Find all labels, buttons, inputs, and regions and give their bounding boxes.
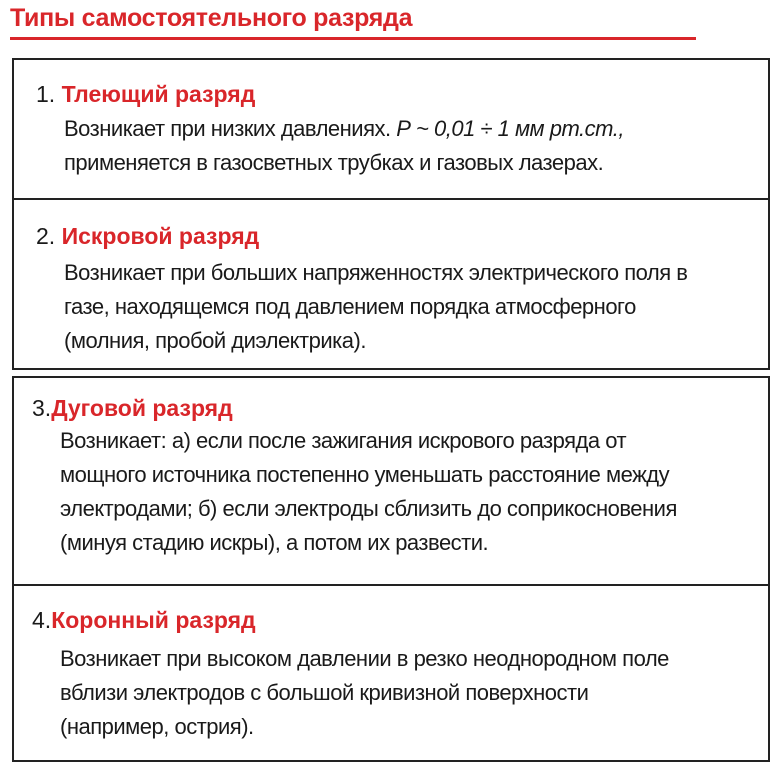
- description-line: Возникает при высоком давлении в резко неоднородном поле: [60, 646, 669, 671]
- item-description: [64, 256, 687, 358]
- description-line: применяется в газосветных трубках и газовых лазерах.: [64, 150, 604, 175]
- description-line: электродами; б) если электроды сблизить до соприкосновения: [60, 496, 677, 521]
- title-underline: [10, 37, 696, 40]
- discharge-box-1-2: [12, 58, 770, 370]
- item-number: 3.: [32, 395, 52, 421]
- item-heading: [36, 80, 255, 108]
- description-line: (минуя стадию искры), а потом их развести.: [60, 530, 489, 555]
- item-name: Тлеющий разряд: [61, 81, 256, 107]
- description-line: (например, острия).: [60, 714, 254, 739]
- item-heading: [32, 394, 233, 422]
- item-name: Искровой разряд: [61, 223, 260, 249]
- item-name: Коронный разряд: [51, 607, 256, 633]
- item-description: [60, 642, 669, 744]
- item-heading: [36, 222, 259, 250]
- section-divider: [14, 198, 768, 200]
- item-number: 1.: [36, 81, 56, 107]
- item-heading: [32, 606, 256, 634]
- discharge-box-3-4: [12, 376, 770, 762]
- description-line: вблизи электродов с большой кривизной поверхности: [60, 680, 589, 705]
- item-description: [60, 424, 677, 560]
- item-description: [64, 112, 624, 180]
- item-number: 4.: [32, 607, 52, 633]
- item-name: Дуговой разряд: [51, 395, 233, 421]
- description-line: Возникает при низких давлениях. Р ~ 0,01 ÷ 1 мм рт.ст.,: [64, 116, 624, 141]
- page-title: Типы самостоятельного разряда: [10, 4, 413, 32]
- description-line: мощного источника постепенно уменьшать расстояние между: [60, 462, 670, 487]
- item-number: 2.: [36, 223, 56, 249]
- description-line: газе, находящемся под давлением порядка атмосферного: [64, 294, 636, 319]
- description-line: Возникает при больших напряженностях электрического поля в: [64, 260, 688, 285]
- description-line: Возникает: а) если после зажигания искрового разряда от: [60, 428, 627, 453]
- pressure-formula: Р ~ 0,01 ÷ 1 мм рт.ст.,: [396, 116, 624, 141]
- description-line: (молния, пробой диэлектрика).: [64, 328, 366, 353]
- section-divider: [14, 584, 768, 586]
